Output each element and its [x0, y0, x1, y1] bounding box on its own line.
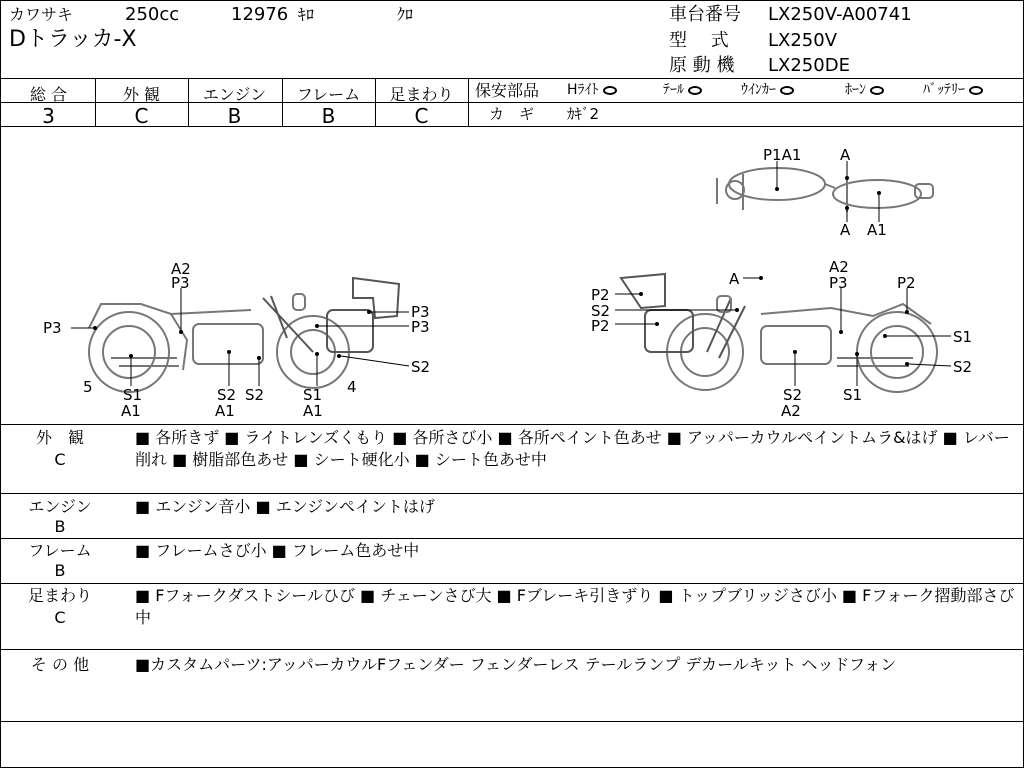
diagram-label: A1	[303, 402, 323, 420]
diagram-label: A2	[829, 258, 849, 276]
grade-engine-label: エンジン	[202, 85, 267, 104]
section-frame-grade: B	[54, 561, 66, 580]
section-divider-3	[1, 583, 1024, 584]
safety-label: 保安部品	[475, 81, 540, 100]
key-label: カ ギ	[489, 105, 535, 123]
grade-overall-value: 3	[42, 104, 55, 128]
diagram-label: P3	[829, 274, 848, 292]
section-frame-text: ■ フレームさび小 ■ フレーム色あせ中	[135, 541, 420, 560]
diagram-label: S2	[411, 358, 431, 376]
section-engine-grade: B	[54, 517, 66, 536]
diagram-label: A	[729, 270, 740, 288]
diagram-label: P2	[591, 317, 610, 335]
grade-overall-label: 総 合	[29, 85, 68, 104]
grade-exterior-value: C	[134, 104, 149, 128]
diagram-label: P3	[43, 319, 62, 337]
ok-mark-icon	[780, 86, 794, 95]
diagram-label: S2	[217, 386, 237, 404]
engine-value: LX250DE	[768, 55, 850, 76]
grade-suspension-label: 足まわり	[389, 85, 454, 104]
section-other-text: ■カスタムパーツ:アッパーカウルFフェンダー フェンダーレス テールランプ デカールキット ヘッドフォン	[135, 655, 897, 674]
grade-frame-value: B	[321, 104, 336, 128]
grade-exterior-label: 外 観	[122, 85, 161, 104]
diagram-label: A2	[171, 260, 191, 278]
headlight-item: Hﾗｲﾄ	[567, 83, 617, 97]
grade-frame-label: フレーム	[296, 85, 361, 104]
section-suspension-text: ■ Fフォークダストシールひび ■ チェーンさび大 ■ Fブレーキ引きずり ■ トップブリッジさび小 ■ Fフォーク摺動部さび中	[135, 586, 1015, 627]
section-suspension-label: 足まわり	[27, 586, 92, 605]
diagram-label: P3	[411, 318, 430, 336]
section-other-label: そ の 他	[30, 655, 90, 674]
diagram-label: A	[840, 221, 851, 239]
frame-no-label: 車台番号	[669, 4, 741, 25]
diagram-label: A2	[781, 402, 801, 420]
section-exterior-label: 外 観	[35, 428, 84, 447]
ok-mark-icon	[603, 86, 617, 95]
mileage: 12976	[231, 4, 289, 25]
grade-engine-value: B	[227, 104, 242, 128]
diagram-label: 4	[347, 378, 357, 396]
diagram-label: P1A1	[763, 146, 802, 164]
section-exterior-grade: C	[54, 450, 66, 469]
grade-suspension-value: C	[414, 104, 429, 128]
diagram-label: S2	[245, 386, 265, 404]
header-divider	[1, 78, 1024, 79]
type-value: LX250V	[768, 30, 838, 51]
diagram-label: S1	[123, 386, 143, 404]
ok-mark-icon	[870, 86, 884, 95]
key-value: ｶｷﾞ2	[567, 105, 600, 123]
winker-item: ｳｲﾝｶｰ	[741, 83, 794, 97]
top-view-bike-icon	[717, 161, 933, 222]
battery-item: ﾊﾞｯﾃﾘｰ	[923, 83, 983, 97]
displacement: 250cc	[125, 4, 180, 25]
section-divider-5	[1, 721, 1024, 722]
section-frame-label: フレーム	[28, 541, 92, 560]
color: ｸﾛ	[397, 5, 414, 24]
model-name: Dトラッカ-X	[9, 27, 137, 52]
left-side-bike-icon	[71, 278, 409, 392]
section-exterior-text: ■ 各所きず ■ ライトレンズくもり ■ 各所さび小 ■ 各所ペイント色あせ ■ アッパーカウルペイントムラ&はげ ■ レバー削れ ■ 樹脂部色あせ ■ シート硬化小 ■ シート色あせ中	[135, 428, 1010, 469]
ok-mark-icon	[969, 86, 983, 95]
diagram-label: P3	[171, 274, 190, 292]
maker: カワサキ	[9, 5, 74, 24]
diagram-label: P3	[411, 303, 430, 321]
diagram-label: S1	[303, 386, 323, 404]
section-engine-text: ■ エンジン音小 ■ エンジンペイントはげ	[135, 497, 435, 516]
diagram-label: 5	[83, 378, 93, 396]
horn-item: ﾎｰﾝ	[845, 83, 884, 97]
section-divider-1	[1, 493, 1024, 494]
frame-no: LX250V-A00741	[768, 4, 912, 25]
diagram-label: S2	[591, 302, 611, 320]
diagram-label: S1	[953, 328, 973, 346]
section-divider-2	[1, 538, 1024, 539]
diagram-bottom-line	[1, 424, 1024, 425]
section-suspension-grade: C	[54, 608, 66, 627]
diagram-label: P2	[591, 286, 610, 304]
diagram-label: S2	[783, 386, 803, 404]
ok-mark-icon	[688, 86, 702, 95]
diagram-label: P2	[897, 274, 916, 292]
taillight-item: ﾃｰﾙ	[663, 83, 702, 97]
diagram-label: S1	[843, 386, 863, 404]
section-divider-4	[1, 649, 1024, 650]
diagram-label: A1	[215, 402, 235, 420]
mileage-unit: ｷﾛ	[298, 5, 315, 24]
diagram-label: A1	[867, 221, 887, 239]
damage-diagram	[1, 128, 1024, 424]
diagram-label: S2	[953, 358, 973, 376]
diagram-label: A1	[121, 402, 141, 420]
grade-col-divider-5	[468, 78, 469, 126]
engine-label: 原 動 機	[669, 55, 735, 76]
diagram-label: A	[840, 146, 851, 164]
section-engine-label: エンジン	[28, 497, 92, 516]
type-label: 型 式	[669, 30, 729, 51]
